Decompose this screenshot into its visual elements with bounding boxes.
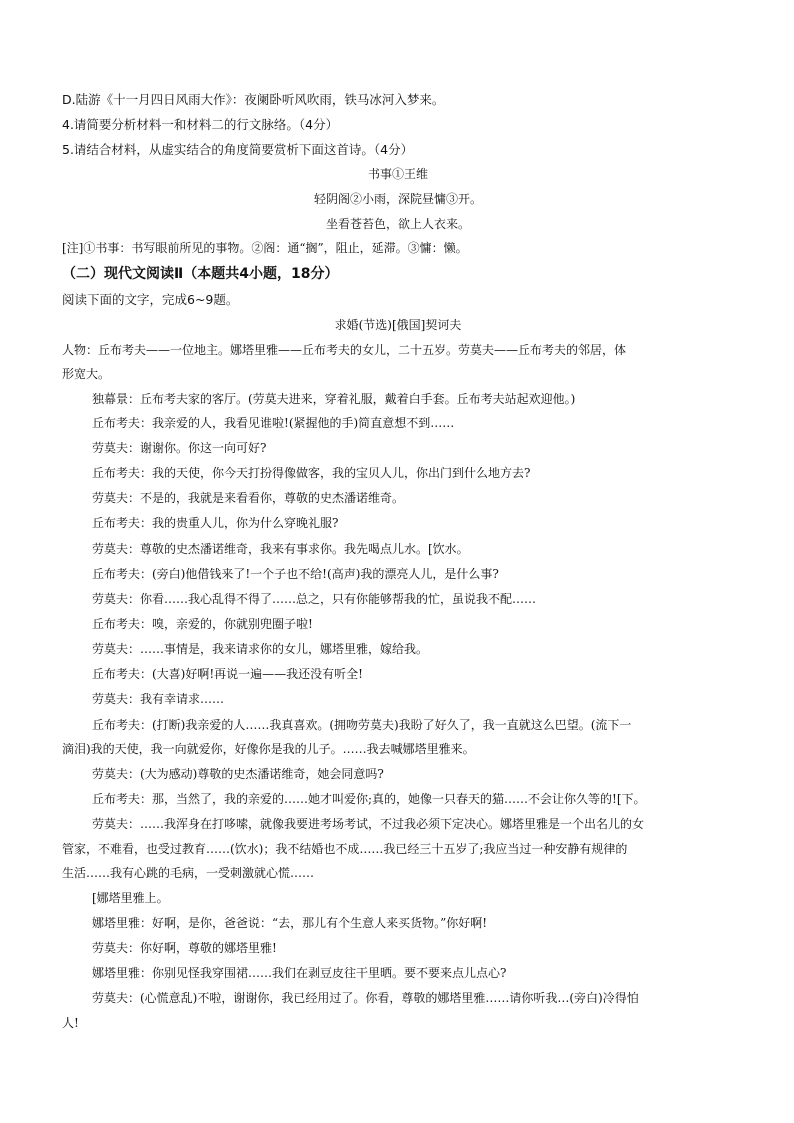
reading-instruction: 阅读下面的文字，完成6~9题。 — [62, 292, 239, 307]
poem-title: 书事①王维 — [367, 167, 428, 181]
question-5: 5.请结合材料，从虚实结合的角度简要赏析下面这首诗。（4分） — [62, 142, 414, 157]
script-line: 娜塔里雅：你别见怪我穿围裙……我们在剥豆皮往干里晒。要不要来点儿点心? — [92, 966, 507, 980]
script-line: 丘布考夫：那，当然了，我的亲爱的……她才叫爱你;真的，她像一只春天的猫……不会让你久等的![下。 — [92, 792, 646, 806]
script-line: 丘布考夫：嗅，亲爱的，你就别兜圈子啦! — [92, 617, 313, 631]
script-line: 劳莫夫：……事情是，我来请求你的女儿，娜塔里雅，嫁给我。 — [92, 642, 429, 656]
script-line: 劳莫夫：……我浑身在打哆嗦，就像我要进考场考试，不过我必须下定决心。娜塔里雅是一个出名儿的女 — [92, 817, 645, 831]
script-line: 丘布考夫：(打断)我亲爱的人……我真喜欢。(拥吻劳莫夫)我盼了好久了，我一直就这么巴望。(流下一 — [92, 718, 632, 732]
script-line: 丘布考夫：我的天使，你今天打扮得像做客，我的宝贝人儿，你出门到什么地方去? — [92, 466, 531, 480]
script-line: 丘布考夫：(大喜)好啊!再说一遍——我还没有听全! — [92, 667, 364, 681]
script-line: 丘布考夫：我的贵重人儿，你为什么穿晚礼服? — [92, 516, 339, 530]
work-title: 求婚(节选)[俄国]契诃夫 — [334, 318, 462, 332]
option-d: D.陆游《十一月四日风雨大作》：夜阑卧听风吹雨，铁马冰河入梦来。 — [62, 92, 445, 107]
section-heading: （二）现代文阅读Ⅱ（本题共4小题，18分） — [62, 266, 339, 282]
script-line: 劳莫夫：(大为感动)尊敬的史杰潘诺维奇，她会同意吗? — [92, 767, 384, 781]
script-line: 人物：丘布考夫——一位地主。娜塔里雅——丘布考夫的女儿，二十五岁。劳莫夫——丘布考夫的邻居，体 — [62, 343, 627, 357]
script-line: 丘布考夫：我亲爱的人，我看见谁啦!(紧握他的手)简直意想不到…… — [92, 416, 455, 430]
script-line: 人! — [62, 1016, 79, 1030]
script-line: [娜塔里雅上。 — [92, 891, 169, 905]
script-line: 劳莫夫：我有幸请求…… — [92, 692, 225, 706]
script-line: 劳莫夫：你好啊，尊敬的娜塔里雅! — [92, 941, 277, 955]
script-line: 形宽大。 — [62, 367, 111, 381]
script-line: 滴泪)我的天使，我一向就爱你，好像你是我的儿子。……我去喊娜塔里雅来。 — [62, 742, 475, 756]
script-line: 劳莫夫：谢谢你。你这一向可好? — [92, 441, 267, 455]
question-4: 4.请简要分析材料一和材料二的行文脉络。（4分） — [62, 117, 339, 132]
script-line: 独幕景：丘布考夫家的客厅。(劳莫夫进来，穿着礼服，戴着白手套。丘布考夫站起欢迎他。) — [92, 392, 576, 406]
script-line: 劳莫夫：尊敬的史杰潘诺维奇，我来有事求你。我先喝点儿水。[饮水。 — [92, 542, 469, 556]
poem-line-1: 轻阴阁②小雨，深院昼慵③开。 — [313, 192, 482, 206]
script-line: 丘布考夫：(旁白)他借钱来了!一个子也不给!(高声)我的漂亮人儿，是什么事? — [92, 567, 499, 581]
script-line: 娜塔里雅：好啊，是你，爸爸说：“去，那儿有个生意人来买货物。”你好啊! — [92, 916, 488, 930]
script-line: 劳莫夫：你看……我心乱得不得了……总之，只有你能够帮我的忙，虽说我不配…… — [92, 592, 537, 606]
script-line: 劳莫夫：不是的，我就是来看看你，尊敬的史杰潘诺维奇。 — [92, 491, 405, 505]
poem-note: [注]①书事：书写眼前所见的事物。②阁：通“搁”，阻止，延滞。③慵：懒。 — [62, 241, 468, 255]
script-line: 管家，不难看，也受过教育……(饮水)；我不结婚也不成……我已经三十五岁了;我应当过一种安静有规律的 — [62, 842, 628, 856]
script-line: 生活……我有心跳的毛病，一受刺激就心慌…… — [62, 866, 315, 880]
poem-line-2: 坐看苍苔色，欲上人衣来。 — [325, 217, 470, 231]
script-line: 劳莫夫：(心慌意乱)不啦，谢谢你，我已经用过了。你看，尊敬的娜塔里雅……请你听我…(旁白)冷得怕 — [92, 991, 639, 1005]
